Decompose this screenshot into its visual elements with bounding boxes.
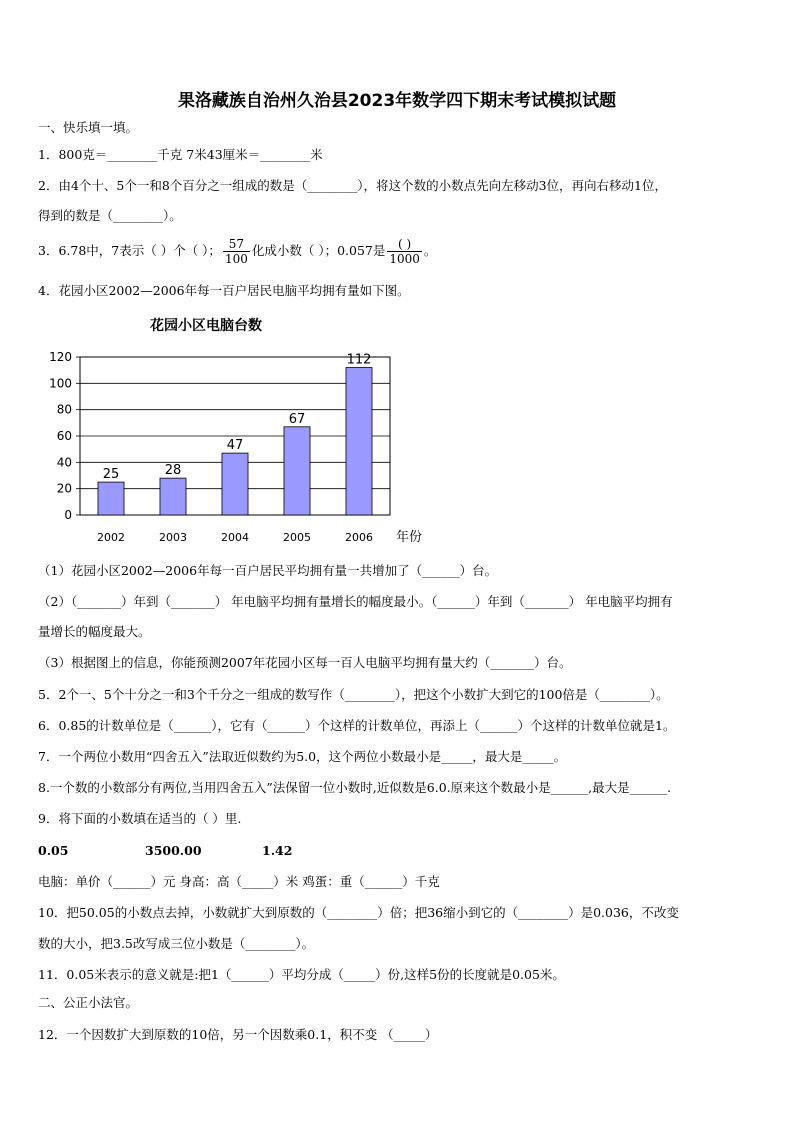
question-7: 7．一个两位小数用“四舍五入”法取近似数约为5.0，这个两位小数最小是_____，最大是_____。 [38, 749, 567, 764]
question-4-3: （3）根据图上的信息，你能预测2007年花园小区每一百人电脑平均拥有量大约（_______）台。 [38, 655, 572, 670]
section-2-heading: 二、公正小法官。 [38, 995, 139, 1010]
page-title: 果洛藏族自治州久治县2023年数学四下期末考试模拟试题 [177, 91, 617, 111]
x-tick-label: 2002 [97, 531, 125, 544]
question-2-line-1: 2．由4个十、5个一和8个百分之一组成的数是（________），将这个数的小数点先向左移动3位，再向右移动1位， [38, 178, 667, 193]
bar-chart [30, 345, 430, 550]
question-9: 9．将下面的小数填在适当的（ ）里. [38, 811, 242, 826]
fraction-numerator: 57 [223, 237, 250, 252]
x-tick-label: 2006 [345, 531, 373, 544]
question-5: 5．2个一、5个十分之一和3个千分之一组成的数写作（________），把这个小数扩大到它的100倍是（________）。 [38, 687, 669, 702]
question-10-line-1: 10．把50.05的小数点去掉，小数就扩大到原数的（________）倍；把36缩小到它的（________）是0.036，不改变 [38, 905, 679, 920]
decimal-3500-00: 3500.00 [145, 843, 202, 858]
bar-value-label: 47 [226, 438, 244, 454]
question-8: 8.一个数的小数部分有两位,当用四舍五入”法保留一位小数时,近似数是6.0.原来这个数最小是______,最大是______. [38, 780, 672, 795]
question-4-2-line-2: 量增长的幅度最大。 [38, 624, 151, 639]
bar-2005 [284, 427, 310, 515]
decimal-1-42: 1.42 [262, 843, 293, 858]
bar-2002 [98, 482, 124, 515]
bar-2003 [160, 478, 186, 515]
bar-2006 [346, 368, 372, 515]
y-tick-label: 20 [56, 481, 72, 496]
question-4-1: （1）花园小区2002—2006年每一百户居民平均拥有量一共增加了（______）台。 [38, 563, 498, 578]
bar-value-label: 112 [346, 352, 372, 368]
question-9-items: 电脑：单价（______）元 身高：高（_____）米 鸡蛋：重（______）千克 [38, 874, 440, 889]
y-tick-label: 80 [56, 402, 72, 417]
fraction-denominator: 100 [224, 252, 248, 266]
fraction-blank-1000 [387, 237, 422, 266]
x-tick-label: 2003 [159, 531, 187, 544]
bar-value-label: 25 [102, 467, 120, 483]
decimal-0-05: 0.05 [38, 843, 69, 858]
question-3-part-1: 3．6.78中，7表示（ ）个（ ）； [38, 243, 221, 258]
y-tick-label: 60 [56, 429, 72, 443]
question-6: 6．0.85的计数单位是（______），它有（______）个这样的计数单位，再添上（______）个这样的计数单位就是1。 [38, 718, 676, 733]
chart-title: 花园小区电脑台数 [150, 318, 262, 334]
question-2-line-2: 得到的数是（________）。 [38, 208, 182, 223]
y-tick-label: 0 [64, 508, 72, 522]
bar-value-label: 67 [288, 411, 306, 427]
question-4-2-line-1: （2）（_______）年到（_______） 年电脑平均拥有量增长的幅度最小。（______）年到（_______） 年电脑平均拥有 [38, 594, 673, 609]
x-axis-label: 年份 [396, 530, 423, 545]
question-3-part-3: 。 [423, 243, 437, 258]
question-1: 1．800克＝________千克 7米43厘米＝________米 [38, 147, 323, 162]
question-3 [38, 236, 436, 266]
y-tick-label: 40 [56, 455, 72, 470]
y-tick-label: 100 [49, 376, 72, 391]
section-1-heading: 一、快乐填一填。 [38, 120, 139, 135]
question-12: 12．一个因数扩大到原数的10倍，另一个因数乘0.1，积不变 （_____） [38, 1027, 438, 1042]
bar-value-label: 28 [164, 463, 182, 479]
fraction-57-100 [223, 237, 250, 266]
fraction-numerator: ( ) [387, 237, 422, 252]
question-3-part-2: 化成小数（ ）；0.057是 [251, 243, 386, 258]
bar-2004 [222, 453, 248, 515]
x-tick-label: 2005 [283, 531, 311, 544]
x-tick-label: 2004 [221, 531, 249, 544]
question-10-line-2: 数的大小，把3.5改写成三位小数是（________）。 [38, 936, 315, 951]
question-4: 4．花园小区2002—2006年每一百户居民电脑平均拥有量如下图。 [38, 283, 410, 298]
question-11: 11．0.05米表示的意义就是:把1（______）平均分成（_____）份,这样5份的长度就是0.05米。 [38, 967, 565, 982]
fraction-denominator: 1000 [389, 252, 420, 266]
y-tick-label: 120 [49, 350, 72, 364]
